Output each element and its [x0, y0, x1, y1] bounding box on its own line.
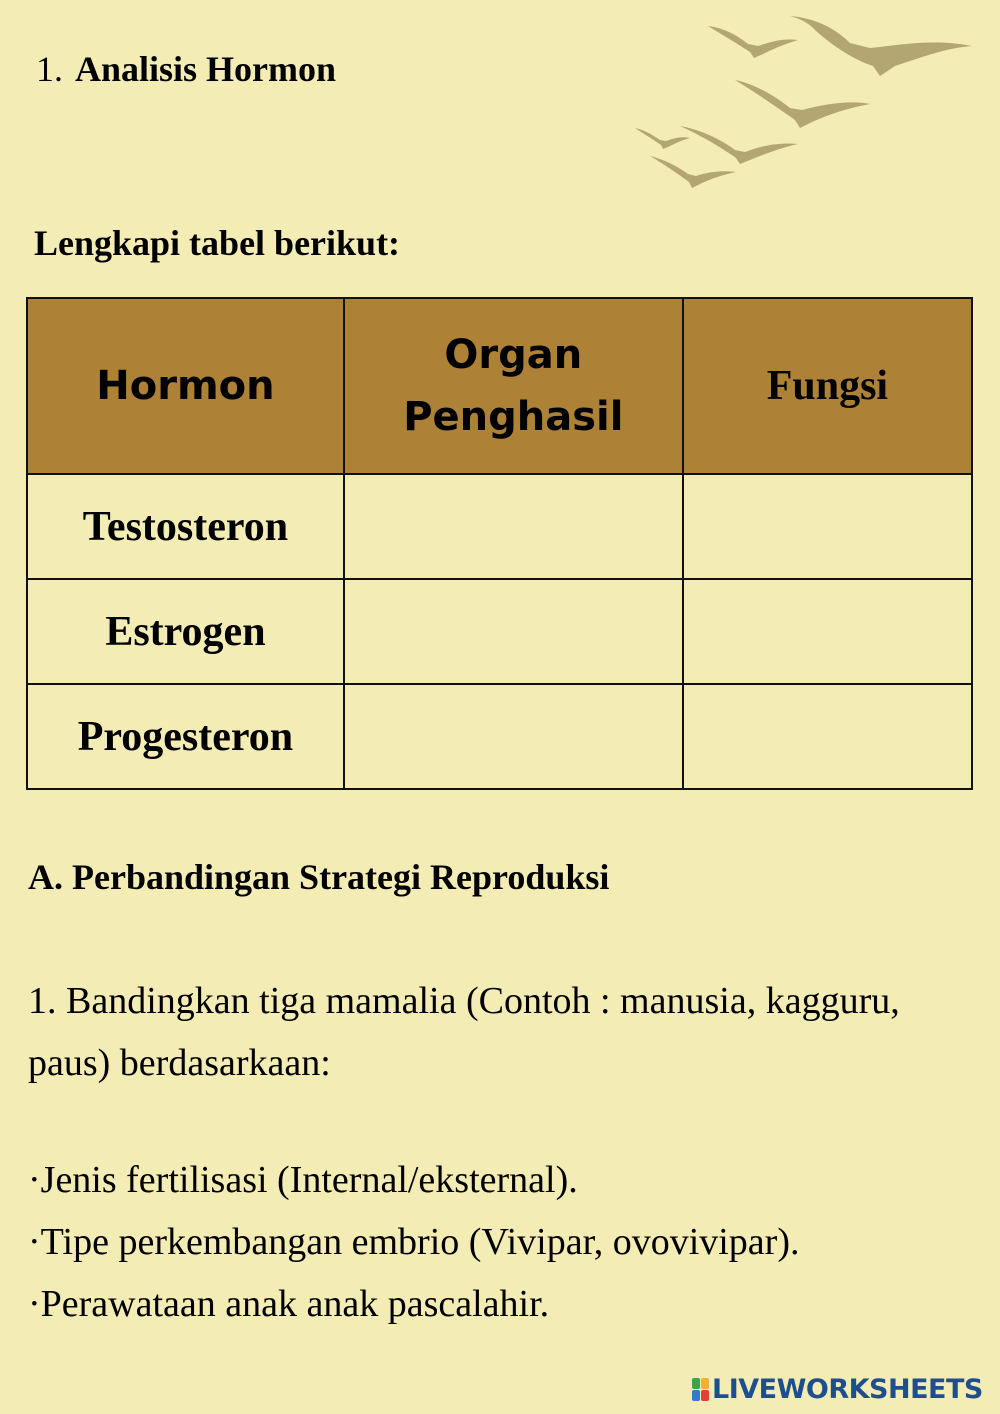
liveworksheets-logo-icon	[692, 1378, 710, 1402]
heading-title: Analisis Hormon	[75, 49, 337, 89]
header-organ-penghasil	[344, 298, 683, 474]
table-header-row	[27, 298, 972, 474]
flying-bats-icon	[630, 8, 980, 193]
section-heading	[36, 48, 336, 90]
heading-number: 1.	[36, 49, 63, 89]
bullet-item: ·Tipe perkembangan embrio (Vivipar, ovovivipar).	[28, 1221, 800, 1263]
header-hormon: Hormon	[27, 298, 344, 474]
instruction-text: Lengkapi tabel berikut:	[34, 223, 401, 263]
organ-input-cell[interactable]	[344, 579, 683, 684]
section-a-title: A. Perbandingan Strategi Reproduksi	[28, 857, 610, 897]
question-text: 1. Bandingkan tiga mamalia (Contoh : manusia, kagguru, paus) berdasarkaan:	[28, 980, 900, 1084]
function-input-cell[interactable]	[683, 579, 972, 684]
header-fungsi: Fungsi	[683, 298, 972, 474]
table-row	[27, 474, 972, 579]
bullet-item: ·Jenis fertilisasi (Internal/eksternal).	[28, 1159, 578, 1201]
bullet-item: ·Perawataan anak anak pascalahir.	[28, 1283, 550, 1325]
hormone-name-cell: Testosteron	[27, 474, 344, 579]
function-input-cell[interactable]	[683, 684, 972, 789]
organ-input-cell[interactable]	[344, 474, 683, 579]
table-row	[27, 579, 972, 684]
liveworksheets-logo[interactable]	[692, 1374, 983, 1405]
table-row	[27, 684, 972, 789]
hormone-name-cell: Progesteron	[27, 684, 344, 789]
logo-text: LIVEWORKSHEETS	[712, 1374, 983, 1405]
hormone-name-cell: Estrogen	[27, 579, 344, 684]
header-organ-penghasil-label: Organ Penghasil	[403, 332, 624, 440]
function-input-cell[interactable]	[683, 474, 972, 579]
organ-input-cell[interactable]	[344, 684, 683, 789]
hormone-table	[26, 297, 973, 790]
